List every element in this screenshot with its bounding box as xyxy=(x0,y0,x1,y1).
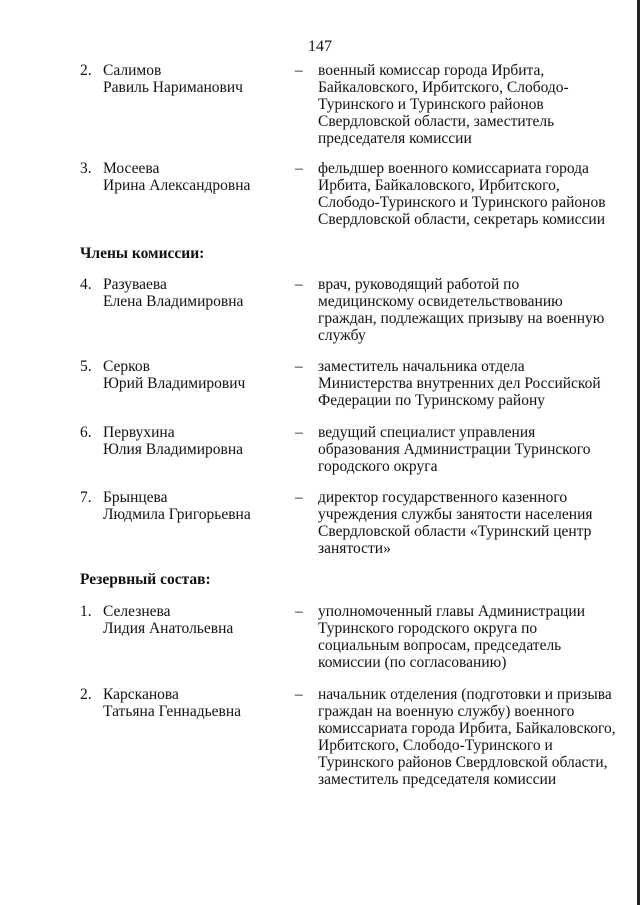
entry-name xyxy=(103,160,283,194)
position-line: Байкаловского, Ирбитского, Слободо- xyxy=(318,79,569,96)
given-name: Татьяна Геннадьевна xyxy=(103,703,242,720)
position-line: директор государственного казенного xyxy=(318,489,568,506)
entry-name xyxy=(103,603,283,637)
position-line: Слободо-Туринского и Туринского районов xyxy=(318,194,606,211)
position-line: Федерации по Туринскому району xyxy=(318,392,546,409)
members-heading: Члены комиссии: xyxy=(80,245,205,262)
entry-position xyxy=(318,603,618,671)
entry-position xyxy=(318,686,618,788)
reserve-heading: Резервный состав: xyxy=(80,571,211,588)
given-name: Юлия Владимировна xyxy=(103,441,243,458)
position-line: учреждения службы занятости населения xyxy=(318,506,593,523)
entry-number: 6. xyxy=(80,424,92,441)
surname: Первухина xyxy=(103,424,175,441)
dash-separator: – xyxy=(295,358,303,375)
given-name: Ирина Александровна xyxy=(103,177,251,194)
dash-separator: – xyxy=(295,424,303,441)
position-line: заместитель председателя комиссии xyxy=(318,771,557,788)
entry-number: 2. xyxy=(80,62,92,79)
dash-separator: – xyxy=(295,62,303,79)
position-line: комиссии (по согласованию) xyxy=(318,654,507,671)
entry-position xyxy=(318,62,618,147)
position-line: Свердловской области «Туринский центр xyxy=(318,523,592,540)
entry-name xyxy=(103,686,283,720)
given-name: Равиль Нариманович xyxy=(103,79,243,96)
given-name: Людмила Григорьевна xyxy=(103,506,251,523)
position-line: Ирбитского, Слободо-Туринского и xyxy=(318,737,553,754)
entry-number: 1. xyxy=(80,603,92,620)
position-line: председателя комиссии xyxy=(318,130,472,147)
surname: Селезнева xyxy=(103,603,171,620)
dash-separator: – xyxy=(295,489,303,506)
position-line: Туринского районов Свердловской области, xyxy=(318,754,608,771)
entry-position xyxy=(318,358,618,409)
position-line: Свердловской области, секретарь комиссии xyxy=(318,211,605,228)
surname: Мосеева xyxy=(103,160,160,177)
position-line: заместитель начальника отдела xyxy=(318,358,525,375)
position-line: граждан на военную службу) военного xyxy=(318,703,575,720)
surname: Брынцева xyxy=(103,489,168,506)
position-line: граждан, подлежащих призыву на военную xyxy=(318,310,605,327)
position-line: Туринского и Туринского районов xyxy=(318,96,544,113)
dash-separator: – xyxy=(295,276,303,293)
page-number: 147 xyxy=(308,38,332,55)
given-name: Елена Владимировна xyxy=(103,293,244,310)
entry-number: 4. xyxy=(80,276,92,293)
surname: Салимов xyxy=(103,62,162,79)
position-line: занятости» xyxy=(318,540,391,557)
entry-name xyxy=(103,62,283,96)
position-line: образования Администрации Туринского xyxy=(318,441,591,458)
entry-position xyxy=(318,276,618,344)
position-line: службу xyxy=(318,327,366,344)
entry-name xyxy=(103,276,283,310)
entry-number: 5. xyxy=(80,358,92,375)
position-line: комиссариата города Ирбита, Байкаловского, xyxy=(318,720,616,737)
position-line: социальным вопросам, председатель xyxy=(318,637,562,654)
entry-position xyxy=(318,489,618,557)
position-line: врач, руководящий работой по xyxy=(318,276,520,293)
position-line: Туринского городского округа по xyxy=(318,620,538,637)
entry-name xyxy=(103,424,283,458)
entry-position xyxy=(318,160,618,228)
position-line: ведущий специалист управления xyxy=(318,424,536,441)
entry-number: 3. xyxy=(80,160,92,177)
given-name: Юрий Владимирович xyxy=(103,375,246,392)
surname: Серков xyxy=(103,358,150,375)
position-line: Свердловской области, заместитель xyxy=(318,113,555,130)
entry-position xyxy=(318,424,618,475)
position-line: начальник отделения (подготовки и призыва xyxy=(318,686,612,703)
dash-separator: – xyxy=(295,686,303,703)
position-line: Министерства внутренних дел Российской xyxy=(318,375,601,392)
dash-separator: – xyxy=(295,603,303,620)
entry-number: 2. xyxy=(80,686,92,703)
position-line: военный комиссар города Ирбита, xyxy=(318,62,545,79)
surname: Карсканова xyxy=(103,686,179,703)
surname: Разуваева xyxy=(103,276,167,293)
position-line: Ирбита, Байкаловского, Ирбитского, xyxy=(318,177,560,194)
given-name: Лидия Анатольевна xyxy=(103,620,234,637)
entry-name xyxy=(103,358,283,392)
entry-name xyxy=(103,489,283,523)
position-line: уполномоченный главы Администрации xyxy=(318,603,586,620)
entry-number: 7. xyxy=(80,489,92,506)
position-line: медицинскому освидетельствованию xyxy=(318,293,563,310)
position-line: фельдшер военного комиссариата города xyxy=(318,160,589,177)
dash-separator: – xyxy=(295,160,303,177)
position-line: городского округа xyxy=(318,458,438,475)
